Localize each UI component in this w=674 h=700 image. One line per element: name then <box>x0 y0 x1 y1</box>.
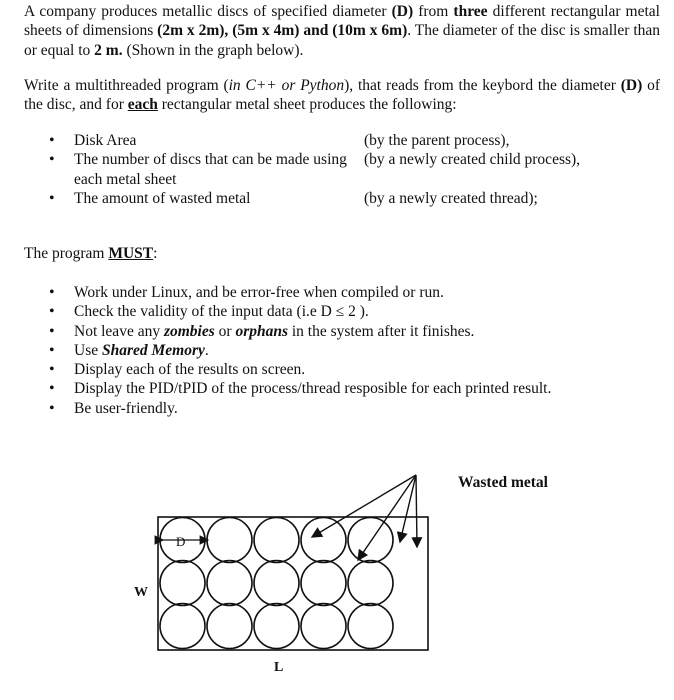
disc <box>301 518 346 563</box>
list-item: • Display each of the results on screen. <box>24 360 664 379</box>
requirements-list <box>24 283 664 418</box>
wasted-arrow-1 <box>312 475 416 537</box>
intro-paragraph: A company produces metallic discs of specified diameter (D) from three different rectangular metal sheets of dimensions (2m x 2m), (5m x 4m) and (10m x 6m). The diameter of the disc is smaller than or equal to 2 m. (Shown in the graph below). <box>24 3 661 59</box>
list-item: • Disk Area (by the parent process), <box>24 131 664 150</box>
list-item: • Display the PID/tPID of the process/thread resposible for each printed result. <box>24 379 664 398</box>
must-heading: The program MUST: <box>24 245 158 262</box>
list-item: • Use Shared Memory. <box>24 341 664 360</box>
length-label: L <box>274 660 284 675</box>
wasted-arrow-3 <box>400 475 416 542</box>
disc-sheet-diagram <box>0 460 674 700</box>
list-item: • Not leave any zombies or orphans in the system after it finishes. <box>24 322 664 341</box>
disc <box>348 604 393 649</box>
disc <box>301 604 346 649</box>
disc <box>348 561 393 606</box>
wasted-metal-label: Wasted metal <box>458 474 548 491</box>
disc <box>160 561 205 606</box>
wasted-arrow-4 <box>416 475 417 547</box>
task-paragraph: Write a multithreaded program (in C++ or Python), that reads from the keybord the diameter (D) of the disc, and for each rectangular metal sheet produces the following: <box>24 77 660 114</box>
disc <box>207 518 252 563</box>
disc <box>160 604 205 649</box>
list-item: • Check the validity of the input data (i.e D ≤ 2 ). <box>24 302 664 321</box>
list-item: • Be user-friendly. <box>24 399 664 418</box>
list-item: • The number of discs that can be made using each metal sheet(by a newly created child process), <box>24 150 664 189</box>
diameter-label: D <box>176 534 186 549</box>
disc <box>301 561 346 606</box>
list-item: • The amount of wasted metal (by a newly created thread); <box>24 189 664 208</box>
outputs-list <box>24 131 664 208</box>
discs-grid <box>160 518 393 649</box>
width-label: W <box>134 585 148 600</box>
disc <box>254 518 299 563</box>
metal-sheet <box>158 517 428 650</box>
disc <box>207 604 252 649</box>
disc <box>254 561 299 606</box>
list-item: • Work under Linux, and be error-free when compiled or run. <box>24 283 664 302</box>
disc <box>254 604 299 649</box>
disc <box>207 561 252 606</box>
disc <box>348 518 393 563</box>
